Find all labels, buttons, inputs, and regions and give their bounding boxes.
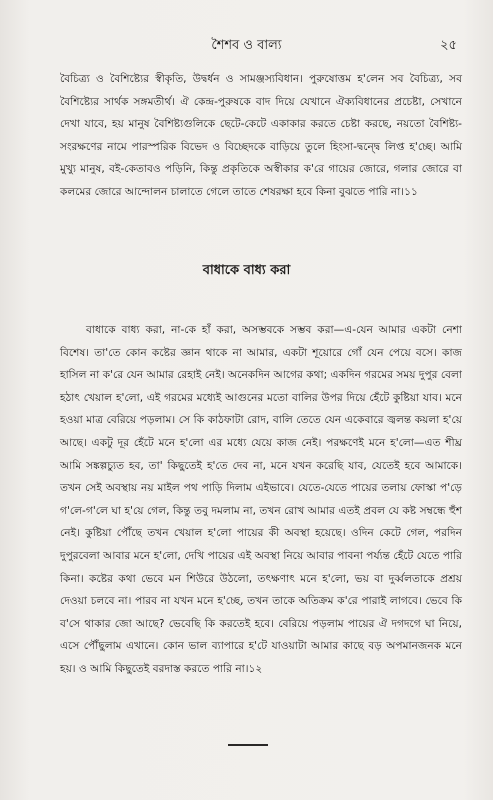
section-end-rule: [228, 744, 268, 746]
section-heading: বাধাকে বাধ্য করা: [202, 263, 291, 278]
paragraph-continued: বৈচিত্র্য ও বৈশিষ্ট্যের স্বীকৃতি, উদ্বর্ধন ও সামঞ্জস্যবিধান। পুরুষোত্তম হ'লেন সব বৈচিত্র্য, সব বৈশিষ্ট্যের সার্থক সঙ্গমতীর্থ। ঐ কেন্দ্র-পুরুষকে বাদ দিয়ে যেখানে ঐক্যবিধানের প্রচেষ্টা, সেখানে দেখা যাবে, হয় মানুষ বৈশিষ্ট্যগুলিকে ছেটে-কেটে একাকার করতে চেষ্টা করছে, নয়তো বৈশিষ্ট্য-সংরক্ষণের নামে পারস্পরিক বিভেদ ও বিচ্ছেদকে বাড়িয়ে তুলে হিংসা-দ্বন্দ্বে লিপ্ত হ'চ্ছে। আমি মুখ্যু মানুষ, বই-কেতাবও পড়িনি, কিন্তু প্রকৃতিকে অস্বীকার ক'রে গায়ের জোরে, গলার জোরে বা কলমের জোরে আন্দোলন চালাতে গেলে তাতে শেষরক্ষা হবে কিনা বুঝতে পারি না।১১: [60, 73, 462, 198]
running-header: [0, 36, 493, 56]
paragraph-section-body: বাধাকে বাধ্য করা, না-কে হাঁ করা, অসম্ভবকে সম্ভব করা—এ-যেন আমার একটা নেশা বিশেষ। তা'তে কোন কষ্টের জ্ঞান থাকে না আমার, একটা শূয়োরে গোঁ যেন পেয়ে বসে। কাজ হাসিল না ক'রে যেন আমার রেহাই নেই। অনেকদিন আগের কথা; একদিন গরমের সময় দুপুর বেলা হঠাৎ খেয়াল হ'লো, এই গরমের মধ্যেই আগুনের মতো বালির উপর দিয়ে হেঁটে কুষ্টিয়া যাব। মনে হওয়া মাত্র বেরিয়ে পড়লাম। সে কি কাঠফাটা রোদ, বালি তেতে যেন একেবারে জ্বলন্ত কয়লা হ'য়ে আছে। একটু দূর হেঁটে মনে হ'লো এর মধ্যে যেয়ে কাজ নেই। পরক্ষণেই মনে হ'লো—এত শীঘ্র আমি সঙ্কল্পচ্যুত হব, তা' কিছুতেই হ'তে দেব না, মনে যখন করেছি যাব, যেতেই হবে আমাকে। তখন সেই অবস্থায় নয় মাইল পথ পাড়ি দিলাম এইভাবে। যেতে-যেতে পায়ের তলায় ফোস্কা প'ড়ে গ'লে-গ'লে ঘা হ'য়ে গেল, কিন্তু তবু দমলাম না, তখন রোখ আমার এতই প্রবল যে কষ্ট সম্বন্ধে হুঁশ নেই। কুষ্টিয়া পৌঁছে তখন খেয়াল হ'লো পায়ের কী অবস্থা হয়েছে। ওদিন কেটে গেল, পরদিন দুপুরবেলা আবার মনে হ'লো, দেখি পায়ের এই অবস্থা নিয়ে আবার পাবনা পর্য্যন্ত হেঁটে যেতে পারি কিনা। কষ্টের কথা ভেবে মন শিউরে উঠলো, তৎক্ষণাৎ মনে হ'লো, ভয় বা দুর্ব্বলতাকে প্রশ্রয় দেওয়া চলবে না। পারব না যখন মনে হ'চ্ছে, তখন তাকে অতিক্রম ক'রে পারাই লাগবে। ভেবে কি ব'সে থাকার জো আছে? ভেবেছি কি করতেই হবে। বেরিয়ে পড়লাম পায়ের ঐ দগদগে ঘা নিয়ে, এসে পৌঁছুলাম এখানে। কোন ভাল ব্যাপারে হ'টে যাওয়াটা আমার কাছে বড় অপমানজনক মনে হয়। ও আমি কিছুতেই বরদাস্ত করতে পারি না।১২: [60, 324, 462, 675]
chapter-title: শৈশব ও বাল্য: [211, 38, 282, 53]
page-number: ২৫: [440, 38, 457, 53]
